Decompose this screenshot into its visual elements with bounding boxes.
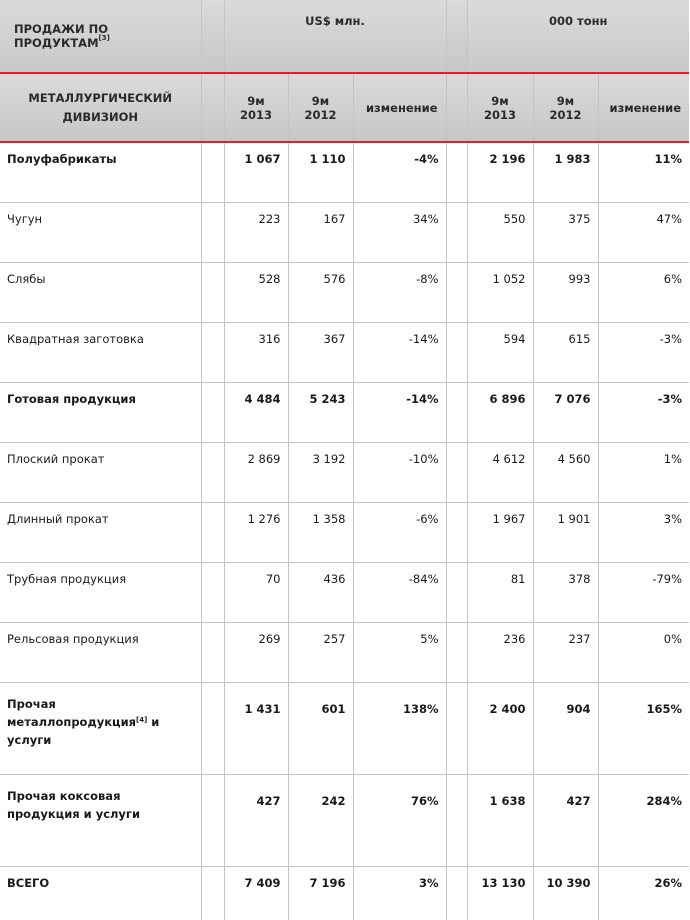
table-row (0, 263, 689, 323)
table-row (0, 203, 689, 263)
tons-change: -3% (598, 383, 689, 443)
row-label: Плоский прокат (0, 443, 201, 503)
tons-9m2013: 1 638 (467, 775, 533, 867)
tons-change: 165% (598, 683, 689, 775)
usd-9m2013: 1 276 (224, 503, 288, 563)
tons-9m2013: 1 967 (467, 503, 533, 563)
usd-9m2012: 436 (288, 563, 353, 623)
usd-9m2013: 223 (224, 203, 288, 263)
tons-9m2013: 2 400 (467, 683, 533, 775)
row-footnote: [4] (136, 716, 147, 724)
header-row (0, 0, 689, 73)
tons-9m2012: 1 901 (533, 503, 598, 563)
col-header-usd-9m2013: 9м 2013 (224, 74, 288, 142)
usd-9m2012: 257 (288, 623, 353, 683)
tons-9m2013: 81 (467, 563, 533, 623)
usd-9m2013: 269 (224, 623, 288, 683)
usd-9m2013: 2 869 (224, 443, 288, 503)
tons-9m2012: 375 (533, 203, 598, 263)
row-label: Трубная продукция (0, 563, 201, 623)
usd-9m2013: 1 067 (224, 143, 288, 203)
group-header-usd: US$ млн. (224, 0, 446, 73)
tons-9m2013: 236 (467, 623, 533, 683)
table-row (0, 623, 689, 683)
usd-9m2012: 5 243 (288, 383, 353, 443)
tons-change: -3% (598, 323, 689, 383)
tons-change: 26% (598, 867, 689, 920)
tons-9m2013: 13 130 (467, 867, 533, 920)
tons-9m2012: 10 390 (533, 867, 598, 920)
usd-9m2013: 70 (224, 563, 288, 623)
row-label: Готовая продукция (0, 383, 201, 443)
tons-change: 0% (598, 623, 689, 683)
usd-change: 76% (353, 775, 446, 867)
row-label: Слябы (0, 263, 201, 323)
tons-9m2013: 594 (467, 323, 533, 383)
tons-9m2013: 550 (467, 203, 533, 263)
table-row (0, 383, 689, 443)
tons-change: 6% (598, 263, 689, 323)
table-title: ПРОДАЖИ ПО ПРОДУКТАМ[3] (0, 0, 201, 73)
tons-change: 3% (598, 503, 689, 563)
usd-change: 34% (353, 203, 446, 263)
tons-9m2013: 4 612 (467, 443, 533, 503)
total-row (0, 867, 689, 920)
tons-change: 1% (598, 443, 689, 503)
tons-9m2012: 993 (533, 263, 598, 323)
usd-9m2012: 167 (288, 203, 353, 263)
usd-change: -84% (353, 563, 446, 623)
tons-change: 284% (598, 775, 689, 867)
usd-9m2013: 528 (224, 263, 288, 323)
subheader-row (0, 74, 689, 142)
col-header-tons-9m2012: 9м 2012 (533, 74, 598, 142)
usd-change: 5% (353, 623, 446, 683)
usd-change: 138% (353, 683, 446, 775)
division-header: МЕТАЛЛУРГИЧЕСКИЙ ДИВИЗИОН (0, 74, 201, 142)
tons-9m2012: 904 (533, 683, 598, 775)
tons-9m2012: 615 (533, 323, 598, 383)
row-label: Прочая металлопродукция[4] и услуги (0, 683, 201, 775)
usd-9m2013: 4 484 (224, 383, 288, 443)
col-header-usd-9m2012: 9м 2012 (288, 74, 353, 142)
tons-9m2012: 427 (533, 775, 598, 867)
tons-9m2012: 237 (533, 623, 598, 683)
usd-9m2012: 3 192 (288, 443, 353, 503)
tons-change: 11% (598, 143, 689, 203)
tons-9m2012: 378 (533, 563, 598, 623)
table-row (0, 683, 689, 775)
tons-9m2012: 1 983 (533, 143, 598, 203)
table-row (0, 323, 689, 383)
usd-9m2012: 7 196 (288, 867, 353, 920)
usd-9m2013: 427 (224, 775, 288, 867)
table-row (0, 563, 689, 623)
row-label: Полуфабрикаты (0, 143, 201, 203)
table-row (0, 143, 689, 203)
usd-9m2012: 576 (288, 263, 353, 323)
usd-change: -6% (353, 503, 446, 563)
usd-change: -10% (353, 443, 446, 503)
tons-change: 47% (598, 203, 689, 263)
usd-change: -14% (353, 323, 446, 383)
tons-change: -79% (598, 563, 689, 623)
usd-change: -14% (353, 383, 446, 443)
usd-9m2012: 1 358 (288, 503, 353, 563)
row-label: Длинный прокат (0, 503, 201, 563)
row-label: ВСЕГО (0, 867, 201, 920)
title-footnote: [3] (99, 34, 110, 42)
col-header-tons-9m2013: 9м 2013 (467, 74, 533, 142)
usd-change: -4% (353, 143, 446, 203)
usd-9m2012: 367 (288, 323, 353, 383)
row-label: Рельсовая продукция (0, 623, 201, 683)
usd-9m2013: 7 409 (224, 867, 288, 920)
tons-9m2013: 6 896 (467, 383, 533, 443)
group-header-tons: 000 тонн (467, 0, 689, 73)
tons-9m2012: 7 076 (533, 383, 598, 443)
row-label: Прочая коксовая продукция и услуги (0, 775, 201, 867)
row-label: Чугун (0, 203, 201, 263)
col-header-tons-change: изменение (598, 74, 689, 142)
tons-9m2013: 1 052 (467, 263, 533, 323)
table-row (0, 503, 689, 563)
usd-change: -8% (353, 263, 446, 323)
usd-9m2013: 1 431 (224, 683, 288, 775)
tons-9m2013: 2 196 (467, 143, 533, 203)
col-header-usd-change: изменение (353, 74, 446, 142)
row-label: Квадратная заготовка (0, 323, 201, 383)
usd-9m2013: 316 (224, 323, 288, 383)
usd-9m2012: 1 110 (288, 143, 353, 203)
tons-9m2012: 4 560 (533, 443, 598, 503)
table-row (0, 775, 689, 867)
usd-9m2012: 601 (288, 683, 353, 775)
usd-9m2012: 242 (288, 775, 353, 867)
usd-change: 3% (353, 867, 446, 920)
table-row (0, 443, 689, 503)
